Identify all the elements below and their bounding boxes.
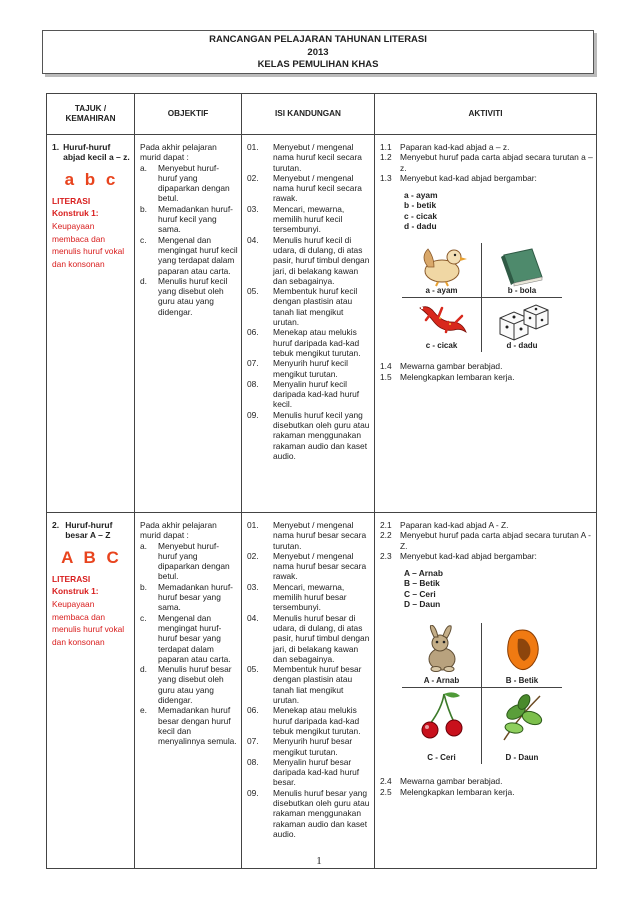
book-icon	[494, 245, 550, 287]
header-topic: TAJUK / KEMAHIRAN	[47, 94, 135, 135]
sample-word: D – Daun	[404, 599, 441, 610]
content-list	[247, 142, 371, 461]
picture-grid	[402, 623, 562, 764]
list-item: 1.5 Melengkapkan lembaran kerja.	[380, 371, 515, 382]
sample-letters: A B C	[61, 547, 122, 567]
table-header-row	[47, 94, 597, 135]
duck-icon	[414, 245, 470, 287]
title-line-2: 2013	[307, 46, 329, 58]
sample-word: a - ayam	[404, 190, 438, 201]
table-row	[47, 513, 597, 869]
topic-title: Huruf-huruf abjad kecil a – z.	[63, 142, 130, 163]
list-item: b. Memadankan huruf-huruf besar yang sama.	[140, 581, 233, 613]
list-item: b. Memadankan huruf-huruf kecil yang sama.	[140, 203, 233, 235]
sample-word-list	[404, 568, 593, 609]
list-item: 01. Menyebut / mengenal nama huruf kecil secara turutan.	[247, 142, 362, 173]
list-item: 06. Menekap atau melukis huruf daripada kad-kad tebuk mengikut turutan.	[247, 705, 361, 736]
list-item: 2.5 Melengkapkan lembaran kerja.	[380, 786, 515, 797]
topic-heading	[52, 142, 131, 163]
picture-cell	[482, 298, 562, 352]
picture-caption: C - Ceri	[427, 753, 456, 763]
list-item: 1.1 Paparan kad-kad abjad a – z.	[380, 142, 510, 152]
lizard-icon	[414, 300, 470, 342]
sample-word: C – Ceri	[404, 588, 436, 599]
sample-word: A – Arnab	[404, 568, 443, 579]
dice-icon	[494, 300, 550, 342]
header-content: ISI KANDUNGAN	[242, 94, 375, 135]
list-item: 01. Menyebut / mengenal nama huruf besar secara turutan.	[247, 520, 367, 551]
activity-bottom-list	[380, 776, 593, 797]
objective-list	[140, 163, 238, 317]
list-item: e. Memadankan huruf besar dengan huruf kecil dan menyalinnya semula.	[140, 705, 237, 747]
cherry-icon	[414, 690, 470, 748]
list-item: 09. Menulis huruf kecil yang disebutkan oleh guru atau rakaman menggunakan rakaman audio dan kaset audio.	[247, 409, 370, 461]
sample-word: d - dadu	[404, 221, 437, 232]
picture-cell	[402, 243, 482, 298]
objective-lead: Pada akhir pelajaran murid dapat :	[140, 520, 217, 541]
title-line-1: RANCANGAN PELAJARAN TAHUNAN LITERASI	[209, 34, 427, 45]
list-item: a. Menyebut huruf-huruf yang dipaparkan dengan betul.	[140, 162, 230, 204]
konstruk-label: Konstruk 1:	[52, 586, 99, 597]
sample-letters: a b c	[64, 169, 119, 189]
picture-cell	[402, 688, 482, 764]
list-item: d. Menulis huruf besar yang disebut oleh guru atau yang didengar.	[140, 664, 232, 706]
list-item: 2.1 Paparan kad-kad abjad A - Z.	[380, 520, 509, 530]
konstruk-description: Keupayaan membaca dan menulis huruf vokal dan konsonan	[52, 599, 125, 647]
table-row	[47, 135, 597, 513]
header-activity: AKTIVITI	[375, 94, 597, 135]
picture-caption: a - ayam	[425, 286, 458, 296]
lesson-plan-table	[46, 93, 597, 869]
konstruk-label: Konstruk 1:	[52, 208, 99, 219]
topic-number: 2.	[52, 520, 60, 530]
list-item: 02. Menyebut / mengenal nama huruf besar secara rawak.	[247, 550, 367, 582]
document-title-box	[42, 30, 594, 74]
picture-cell	[482, 623, 562, 688]
picture-caption: D - Daun	[505, 753, 539, 763]
content-list	[247, 520, 371, 839]
picture-cell	[482, 243, 562, 298]
list-item: d. Menulis huruf kecil yang disebut oleh guru atau yang didengar.	[140, 275, 228, 317]
list-item: 07. Menyurih huruf besar mengikut turutan.	[247, 736, 353, 757]
list-item: 08. Menyalin huruf kecil daripada kad-kad huruf kecil.	[247, 378, 360, 410]
list-item: 02. Menyebut / mengenal nama huruf kecil secara rawak.	[247, 172, 362, 204]
list-item: 1.3 Menyebut kad-kad abjad bergambar:	[380, 172, 537, 183]
sample-word: b - betik	[404, 200, 437, 211]
picture-caption: d - dadu	[506, 341, 538, 351]
list-item: a. Menyebut huruf-huruf yang dipaparkan dengan betul.	[140, 540, 230, 582]
list-item: 2.2 Menyebut huruf pada carta abjad secara turutan A - Z.	[380, 530, 591, 551]
list-item: 1.2 Menyebut huruf pada carta abjad secara turutan a – z.	[380, 152, 593, 173]
list-item: 04. Menulis huruf besar di udara, di dulang, di atas pasir, huruf timbul dengan jari, di belakang kawan dan sebagainya.	[247, 612, 370, 664]
topic-heading	[52, 520, 131, 541]
konstruk-description: Keupayaan membaca dan menulis huruf vokal dan konsonan	[52, 221, 125, 269]
list-item: 05. Membentuk huruf kecil dengan plastisin atau tanah liat mengikut urutan.	[247, 286, 358, 328]
list-item: 1.4 Mewarna gambar berabjad.	[380, 361, 503, 372]
objective-list	[140, 541, 238, 747]
rabbit-icon	[414, 625, 470, 675]
list-item: 07. Menyurih huruf kecil mengikut turutan.	[247, 358, 348, 379]
list-item: c. Mengenal dan mengingat huruf-huruf besar yang terdapat dalam paparan atau carta.	[140, 612, 231, 664]
picture-cell	[402, 298, 482, 352]
title-line-3: KELAS PEMULIHAN KHAS	[257, 59, 379, 70]
list-item: 03. Mencari, mewarna, memilih huruf kecil tersembunyi.	[247, 203, 345, 235]
picture-caption: b - bola	[507, 286, 537, 296]
list-item: 03. Mencari, mewarna, memilih huruf besar tersembunyi.	[247, 581, 347, 613]
list-item: 08. Menyalin huruf besar daripada kad-kad huruf besar.	[247, 756, 360, 788]
literasi-label: LITERASI	[52, 573, 91, 584]
picture-grid	[402, 243, 562, 352]
sample-word: B – Betik	[404, 578, 440, 589]
picture-cell	[402, 623, 482, 688]
activity-bottom-list	[380, 361, 593, 382]
sample-word-list	[404, 190, 593, 231]
objective-lead: Pada akhir pelajaran murid dapat :	[140, 142, 217, 163]
picture-caption: c - cicak	[425, 341, 458, 351]
header-objective: OBJEKTIF	[135, 94, 242, 135]
picture-caption: A - Arnab	[423, 676, 460, 686]
list-item: 09. Menulis huruf besar yang disebutkan oleh guru atau rakaman menggunakan rakaman audio dan kaset audio.	[247, 787, 370, 839]
list-item: 04. Menulis huruf kecil di udara, di dulang, di atas pasir, huruf timbul dengan jari, di belakang kawan dan sebagainya.	[247, 234, 370, 286]
list-item: 06. Menekap atau melukis huruf daripada kad-kad tebuk mengikut turutan.	[247, 327, 361, 358]
literasi-label: LITERASI	[52, 195, 91, 206]
sample-word: c - cicak	[404, 210, 438, 221]
papaya-icon	[494, 625, 550, 675]
list-item: 05. Membentuk huruf besar dengan plastisin atau tanah liat mengikut urutan.	[247, 664, 362, 706]
leaf-icon	[494, 690, 550, 748]
topic-title: Huruf-huruf besar A – Z	[65, 520, 113, 541]
list-item: 2.4 Mewarna gambar berabjad.	[380, 776, 503, 787]
picture-cell	[482, 688, 562, 764]
picture-caption: B - Betik	[505, 676, 539, 686]
list-item: c. Mengenal dan mengingat huruf kecil yang terdapat dalam paparan atau carta.	[140, 234, 238, 276]
topic-number: 1.	[52, 142, 60, 152]
page-number: 1	[316, 855, 322, 867]
list-item: 2.3 Menyebut kad-kad abjad bergambar:	[380, 550, 537, 561]
